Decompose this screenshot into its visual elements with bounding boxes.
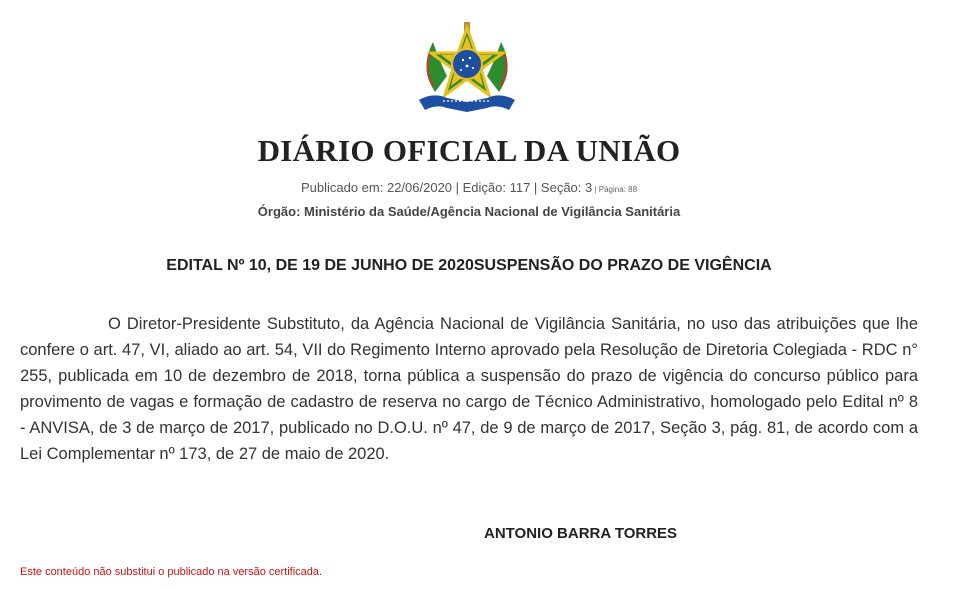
page-label: | Página: 88: [592, 185, 638, 194]
published-label: Publicado em: 22/06/2020 | Edição: 117 | Seção: 3: [300, 180, 593, 195]
document-heading: EDITAL Nº 10, DE 19 DE JUNHO DE 2020SUSPENSÃO DO PRAZO DE VIGÊNCIA: [166, 257, 772, 274]
publication-info: [0, 180, 938, 195]
document-body: O Diretor-Presidente Substituto, da Agência Nacional de Vigilância Sanitária, no uso das atribuições que lhe confere o art. 47, VI, aliado ao art. 54, VII do Regimento Interno aprovado pela Resolução de Diretoria Colegiada - RDC n° 255, publicada em 10 de dezembro de 2018, torna pública a suspensão do prazo de vigência do concurso público para provimento de vagas e formação de cadastro de reserva no cargo de Técnico Administrativo, homologado pelo Edital nº 8 - ANVISA, de 3 de março de 2017, publicado no D.O.U. nº 47, de 9 de março de 2017, Seção 3, pág. 81, de acordo com a Lei Complementar nº 173, de 27 de maio de 2020.: [20, 315, 918, 463]
brazil-coat-of-arms-icon: [413, 20, 521, 114]
disclaimer-text: Este conteúdo não substitui o publicado na versão certificada.: [20, 566, 323, 578]
page-title: DIÁRIO OFICIAL DA UNIÃO: [257, 133, 681, 168]
orgao-label: Órgão:: [257, 204, 301, 219]
signature: ANTONIO BARRA TORRES: [484, 525, 678, 542]
orgao-value: Ministério da Saúde/Agência Nacional de Vigilância Sanitária: [304, 204, 681, 219]
orgao-line: [0, 204, 938, 219]
